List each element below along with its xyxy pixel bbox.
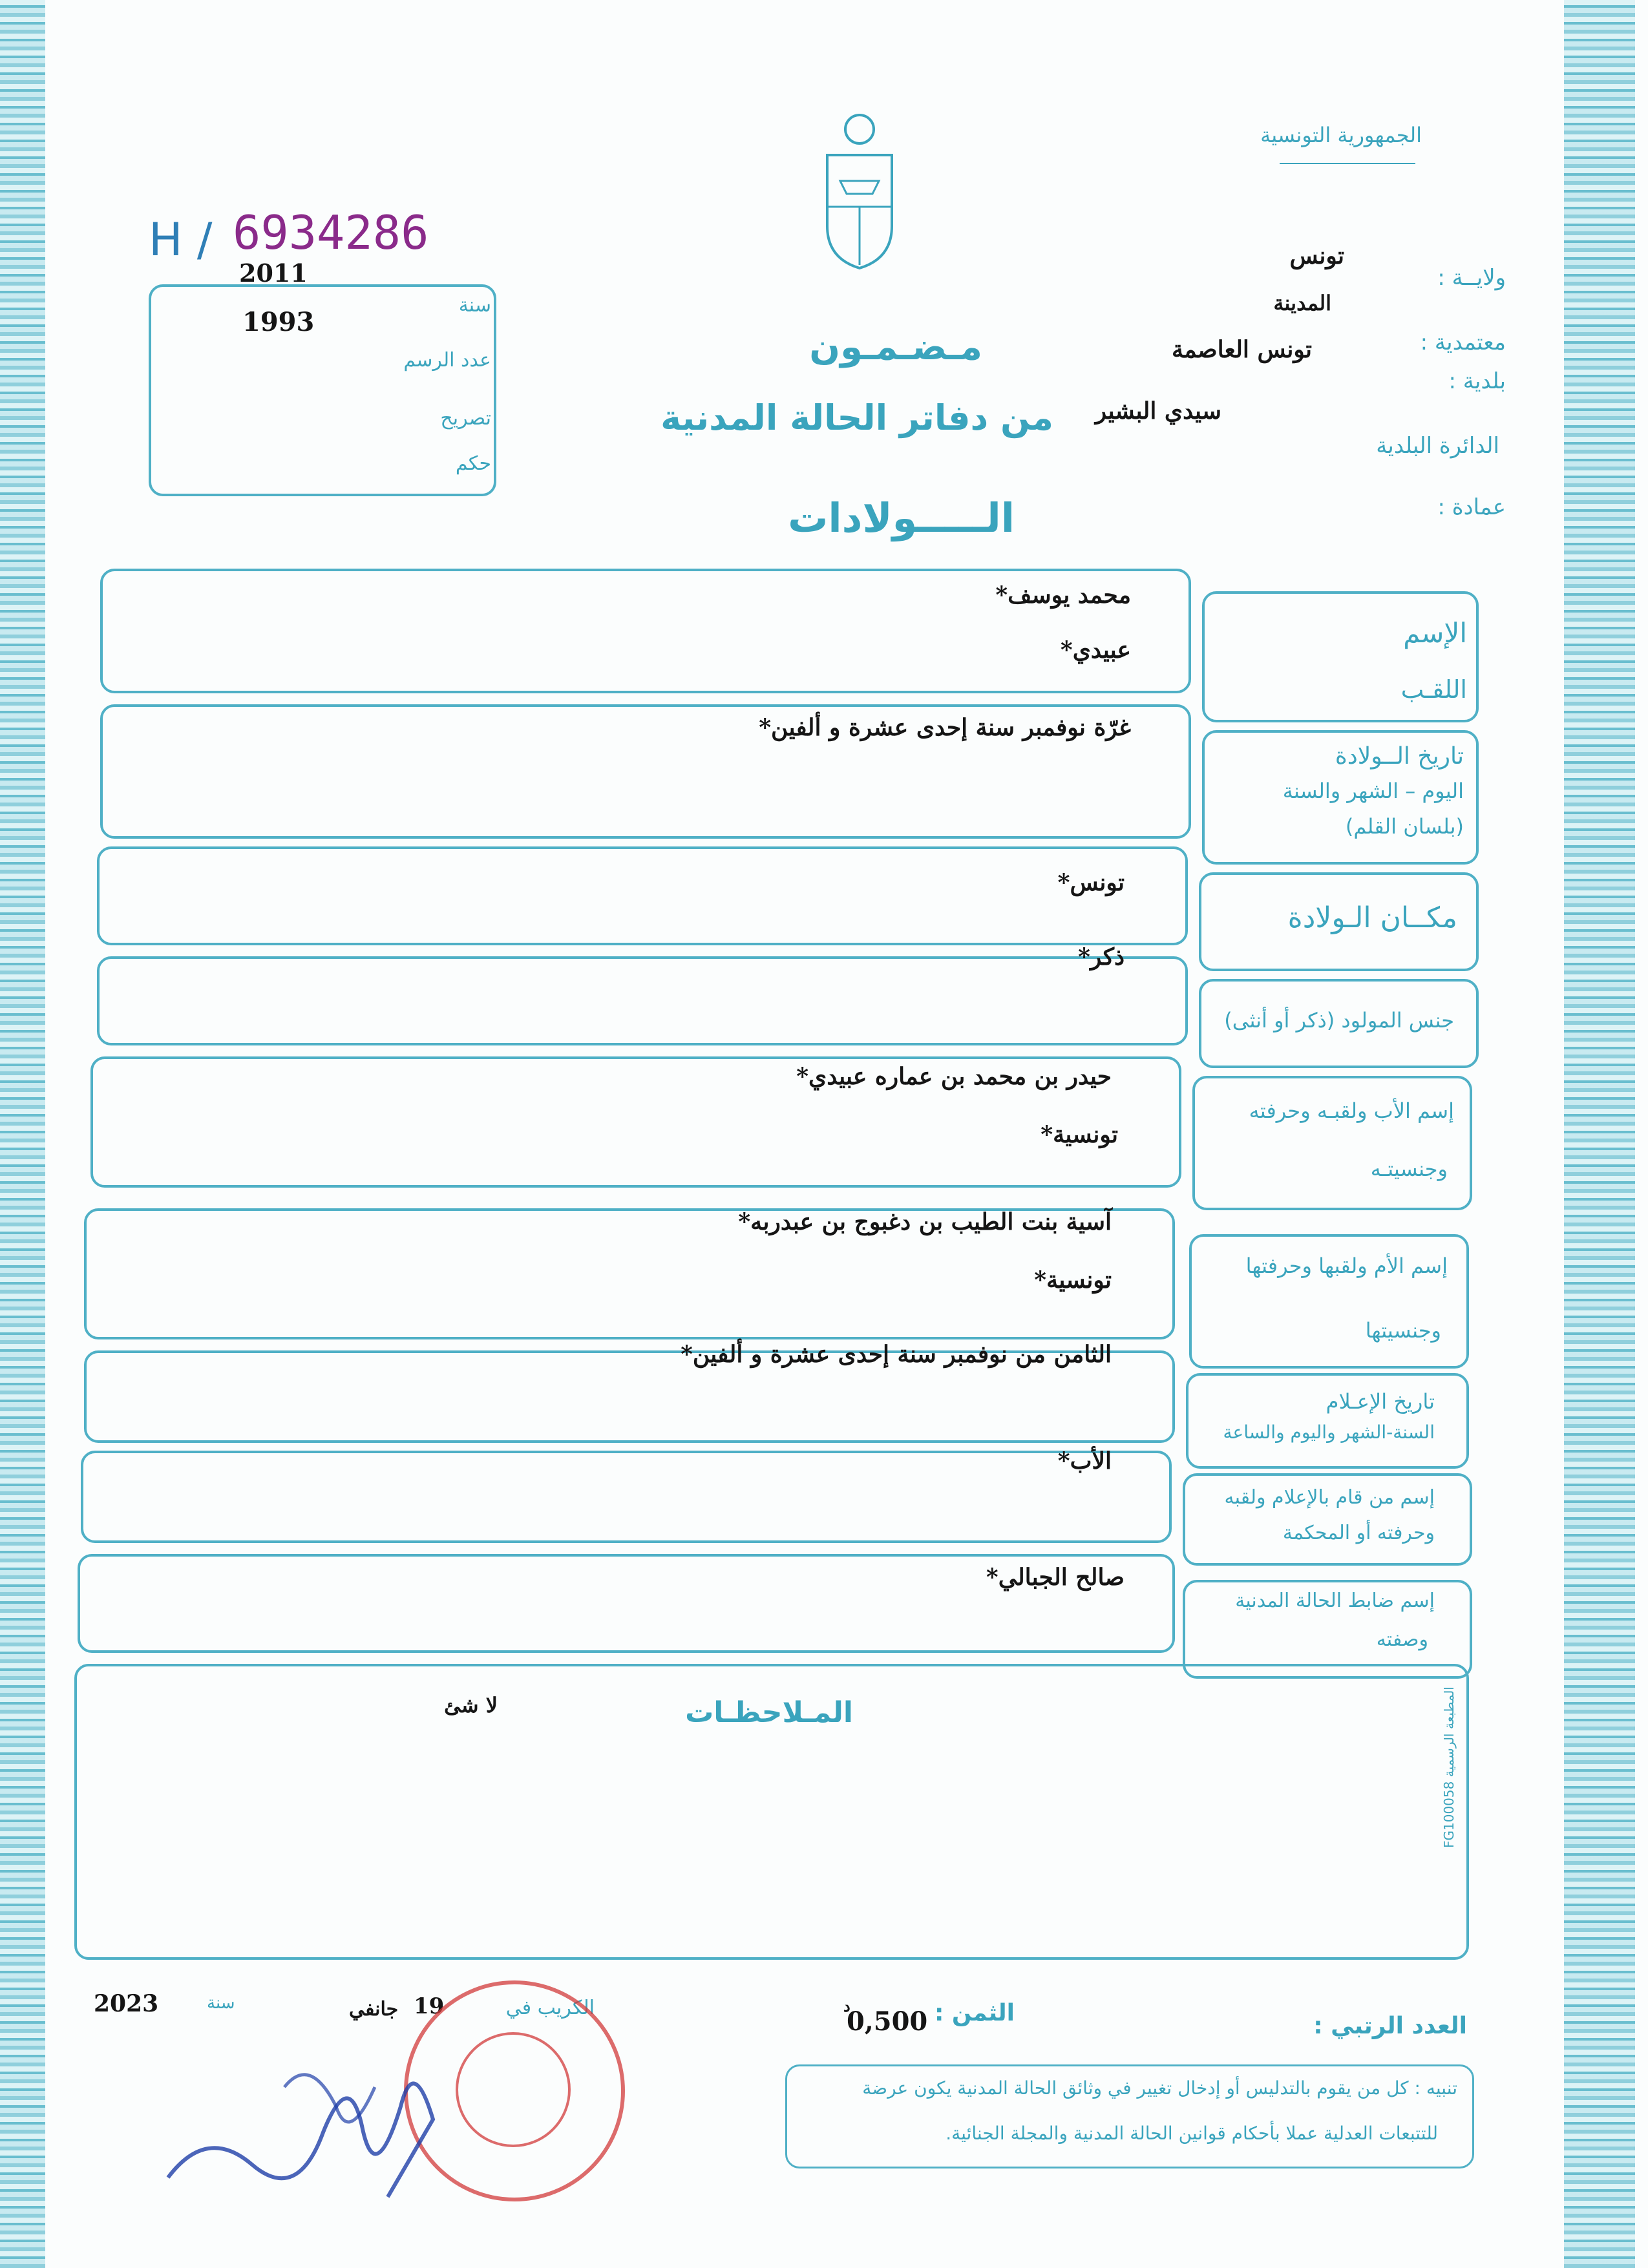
wilaya-label: ولايــة : <box>1437 265 1506 291</box>
value-name: محمد يوسف* <box>995 582 1131 609</box>
republic-underline <box>1280 163 1415 164</box>
wilaya-value: تونس <box>1289 242 1344 269</box>
value-box-birthplace <box>97 846 1188 945</box>
daira-label: الدائرة البلدية <box>1376 433 1499 459</box>
serial-order-label: العدد الرتبي : <box>1313 2013 1467 2039</box>
value-declarant: الأب* <box>1057 1447 1112 1475</box>
label-officer: إسم ضابط الحالة المدنية <box>1235 1590 1435 1612</box>
value-mother-nationality: تونسية* <box>1034 1266 1112 1294</box>
year-top: 2011 <box>239 258 308 288</box>
registration-box <box>149 284 496 496</box>
title-line2: من دفاتر الحالة المدنية <box>660 397 1053 438</box>
label-declaration-date-detail: السنة-الشهر واليوم والساعة <box>1223 1422 1435 1443</box>
baladia-label: بلدية : <box>1448 368 1506 394</box>
municipal-stamp-inner <box>456 2032 571 2147</box>
box-label-year: سنة <box>458 294 491 317</box>
price-value: 0,500 <box>847 2006 928 2037</box>
label-birthplace: مكــان الـولادة <box>1287 901 1457 934</box>
label-mother-nationality: وجنسيتها <box>1365 1318 1441 1343</box>
serial-prefix: H / <box>149 213 213 266</box>
notice-line2: للتتبعات العدلية عملا بأحكام قوانين الحالة المدنية والمجلة الجنائية. <box>945 2123 1438 2144</box>
box-label-declaration: تصريح <box>440 407 491 430</box>
decorative-border-left <box>0 0 45 2268</box>
remarks-value: لا شئ <box>444 1693 498 1717</box>
daira-value: سيدي البشير <box>1095 397 1221 425</box>
value-birthdate: غرّة نوفمبر سنة إحدى عشرة و ألفين* <box>759 714 1131 741</box>
label-sex: جنس المولود (ذكر أو أنثى) <box>1224 1008 1454 1033</box>
label-mother: إسم الأم ولقبها وحرفتها <box>1245 1254 1448 1278</box>
value-declaration-date: الثامن من نوفمبر سنة إحدى عشرة و ألفين* <box>681 1341 1112 1368</box>
value-birthplace: تونس* <box>1057 869 1125 896</box>
value-officer: صالح الجبالي* <box>986 1564 1125 1591</box>
label-declaration-date: تاريخ الإعـلام <box>1326 1389 1435 1414</box>
box-label-record: عدد الرسم <box>403 349 491 372</box>
motamadia-value: المدينة <box>1273 291 1331 315</box>
label-officer-title: وصفته <box>1376 1628 1428 1651</box>
value-mother: آسية بنت الطيب بن دغبوج بن عبدربه* <box>738 1208 1112 1235</box>
remarks-label: المـلاحظـات <box>685 1696 853 1729</box>
date-month: جانفي <box>349 1998 399 2021</box>
coat-of-arms-icon <box>818 110 902 271</box>
republic-label: الجمهورية التونسية <box>1260 123 1422 147</box>
label-box-declaration-date <box>1186 1373 1469 1469</box>
value-surname: عبيدي* <box>1060 636 1131 664</box>
label-declarant: إسم من قام بالإعلام ولقبه <box>1224 1486 1435 1509</box>
price-unit: د <box>843 1997 850 2015</box>
year-label: سنة <box>207 1993 235 2013</box>
price-label: الثمن : <box>934 2000 1015 2026</box>
value-box-declarant <box>81 1451 1172 1543</box>
place-prefix: الكريب في <box>505 1997 595 2019</box>
motamadia-label: معتمدية : <box>1420 330 1506 355</box>
label-surname: اللقـب <box>1400 675 1467 704</box>
value-father: حيدر بن محمد بن عماره عبيدي* <box>796 1063 1112 1090</box>
printer-code: المطبعة الرسمية FG100058 <box>1441 1686 1457 1848</box>
date-day: 19 <box>414 1993 445 2019</box>
value-sex: ذكر* <box>1078 943 1125 971</box>
officer-signature <box>155 2029 465 2210</box>
label-name: الإسم <box>1403 617 1467 649</box>
title-line1: مـضـمـون <box>809 326 982 368</box>
baladia-value: تونس العاصمة <box>1171 336 1312 363</box>
notice-line1: تنبيه : كل من يقوم بالتدليس أو إدخال تغيير في وثائق الحالة المدنية يكون عرضة <box>862 2077 1457 2099</box>
label-father: إسم الأب ولقبـه وحرفته <box>1249 1098 1454 1123</box>
date-year: 2023 <box>94 1990 159 2017</box>
label-birthdate-words: (بلسان القلم) <box>1345 814 1464 839</box>
omada-label: عمادة : <box>1437 494 1506 520</box>
value-box-sex <box>97 956 1188 1045</box>
year-box: 1993 <box>242 307 315 337</box>
label-declarant-detail: وحرفته أو المحكمة <box>1282 1522 1435 1544</box>
label-birthdate-detail: اليوم – الشهر والسنة <box>1282 779 1464 803</box>
decorative-border-right <box>1564 0 1635 2268</box>
value-father-nationality: تونسية* <box>1041 1121 1118 1148</box>
label-father-nationality: وجنسيتـه <box>1370 1157 1448 1181</box>
section-title: الـــــولادات <box>788 494 1015 541</box>
box-label-judgment: حكم <box>455 452 491 475</box>
label-birthdate: تاريخ الــولادة <box>1335 743 1464 770</box>
serial-number: 6934286 <box>233 205 429 260</box>
label-box-father <box>1192 1076 1472 1210</box>
